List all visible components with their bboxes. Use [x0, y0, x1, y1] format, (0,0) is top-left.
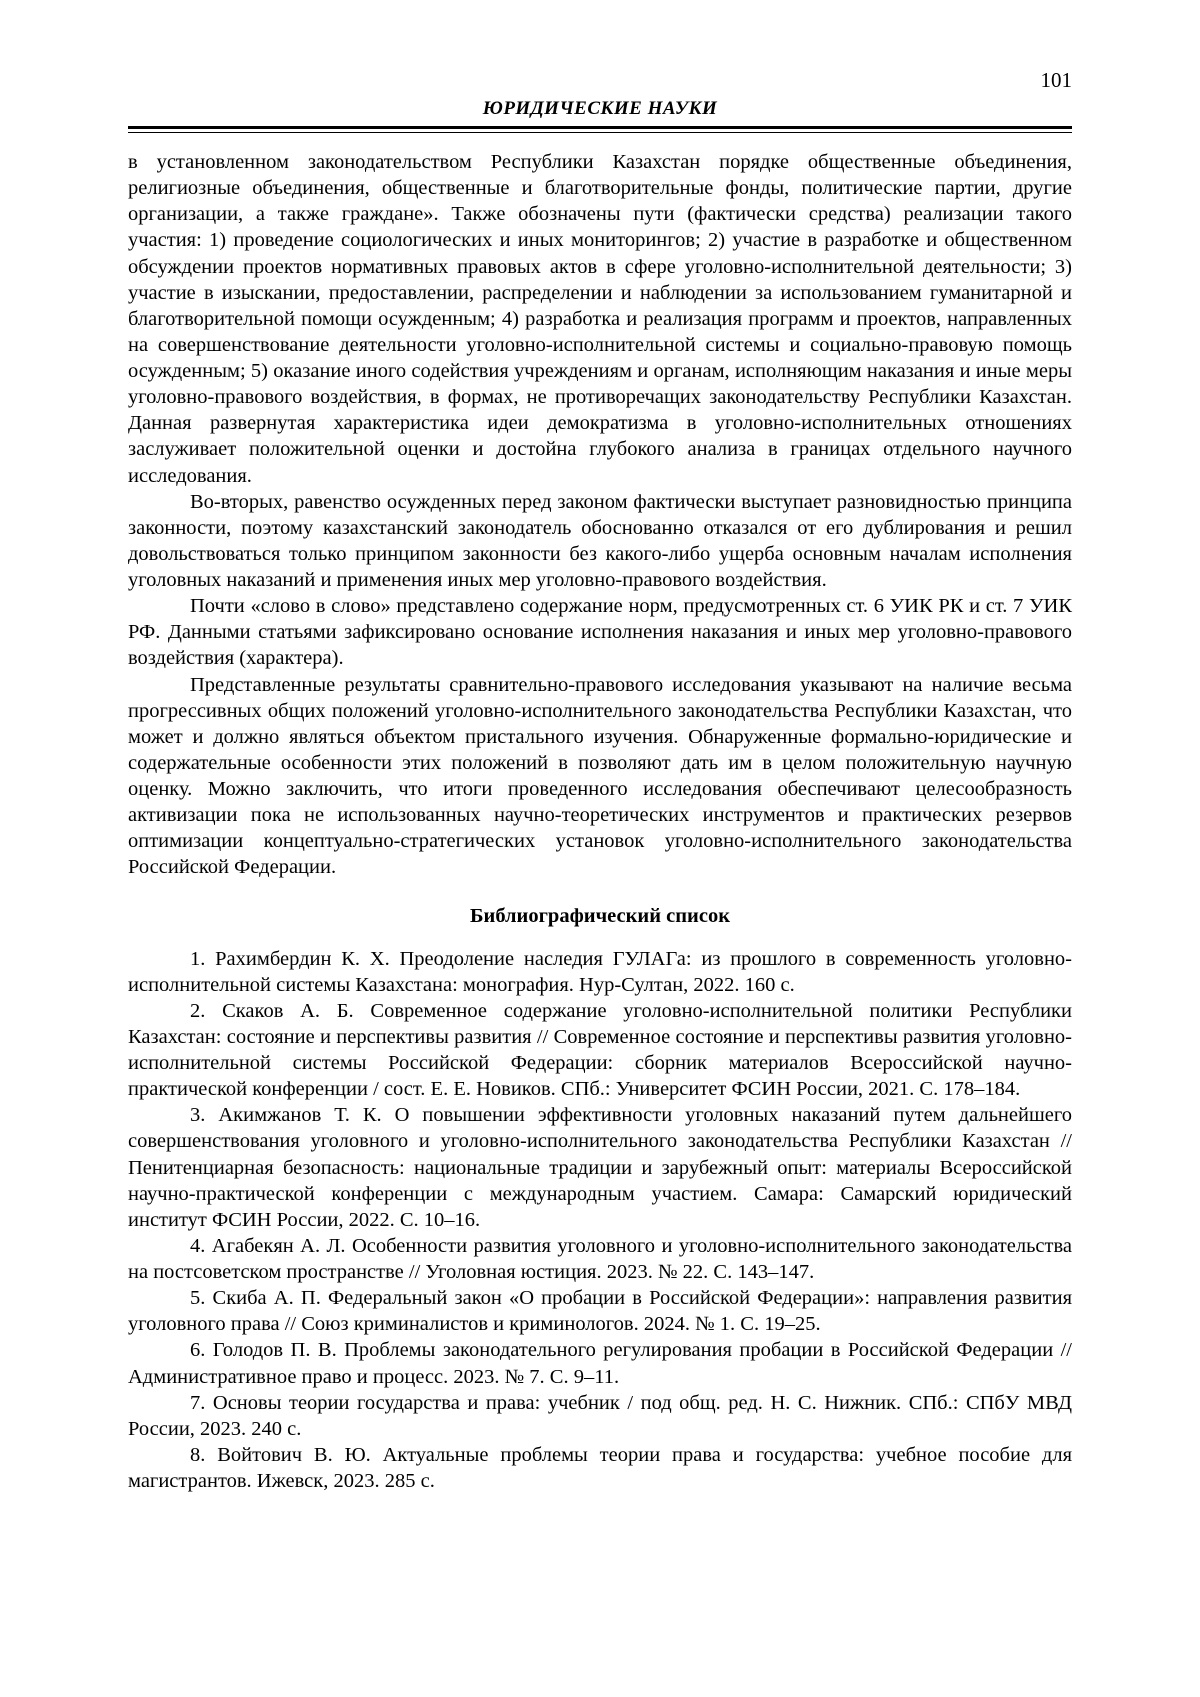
list-item: 8. Войтович В. Ю. Актуальные проблемы теории права и государства: учебное пособие для магистрантов. Ижевск, 2023. 285 с.: [128, 1443, 1072, 1492]
list-item: 5. Скиба А. П. Федеральный закон «О пробации в Российской Федерации»: направления развития уголовного права // Союз криминалистов и криминологов. 2024. № 1. С. 19–25.: [128, 1287, 1072, 1336]
list-item: 2. Скаков А. Б. Современное содержание уголовно-исполнительной политики Республики Казахстан: состояние и перспективы развития // Современное состояние и перспективы развития уголовно-исполнительной системы Российской Федерации: сборник материалов Всероссийской научно-практической конференции / сост. Е. Е. Новиков. СПб.: Университет ФСИН России, 2021. С. 178–184.: [128, 999, 1072, 1101]
list-item: 6. Голодов П. В. Проблемы законодательного регулирования пробации в Российской Федерации // Административное право и процесс. 2023. № 7. С. 9–11.: [128, 1339, 1072, 1388]
bibliography-list: [128, 946, 1072, 1495]
header-rule: [128, 126, 1072, 133]
running-head: ЮРИДИЧЕСКИЕ НАУКИ: [482, 98, 718, 119]
body-paragraph-2: Во-вторых, равенство осужденных перед законом фактически выступает разновидностью принципа законности, поэтому казахстанский законодатель обоснованно отказался от его дублирования и решил довольствоваться только принципом законности без какого-либо ущерба основным началам исполнения уголовных наказаний и применения иных мер уголовно-правового воздействия.: [128, 490, 1072, 591]
list-item: 4. Агабекян А. Л. Особенности развития уголовного и уголовно-исполнительного законодательства на постсоветском пространстве // Уголовная юстиция. 2023. № 22. С. 143–147.: [128, 1234, 1072, 1283]
page-number: 101: [1040, 68, 1072, 92]
list-item: 1. Рахимбердин К. Х. Преодоление наследия ГУЛАГа: из прошлого в современность уголовно-исполнительной системы Казахстана: монография. Нур-Султан, 2022. 160 с.: [128, 947, 1072, 996]
bibliography-heading: Библиографический список: [469, 904, 731, 927]
body-paragraph-1: в установленном законодательством Республики Казахстан порядке общественные объединения, религиозные объединения, общественные и благотворительные фонды, политические партии, другие организации, а также граждане». Также обозначены пути (фактически средства) реализации такого участия: 1) проведение социологических и иных мониторингов; 2) участие в разработке и общественном обсуждении проектов нормативных правовых актов в сфере уголовно-исполнительной деятельности; 3) участие в изыскании, предоставлении, распределении и наблюдении за использованием гуманитарной и благотворительной помощи осужденным; 4) разработка и реализация программ и проектов, направленных на совершенствование деятельности уголовно-исполнительной системы и социально-правовую помощь осужденным; 5) оказание иного содействия учреждениям и органам, исполняющим наказания и иные меры уголовно-правового воздействия, в формах, не противоречащих законодательству Республики Казахстан. Данная развернутая характеристика идеи демократизма в уголовно-исполнительных отношениях заслуживает положительной оценки и достойна глубокого анализа в границах отдельного научного исследования.: [128, 151, 1072, 487]
body-paragraph-4: Представленные результаты сравнительно-правового исследования указывают на наличие весьма прогрессивных общих положений уголовно-исполнительного законодательства Республики Казахстан, что может и должно являться объектом пристального изучения. Обнаруженные формально-юридические и содержательные особенности этих положений в позволяют дать им в целом положительную научную оценку. Можно заключить, что итоги проведенного исследования обеспечивают целесообразность активизации пока не использованных научно-теоретических инструментов и практических резервов оптимизации концептуально-стратегических установок уголовно-исполнительного законодательства Российской Федерации.: [128, 673, 1072, 879]
list-item: 7. Основы теории государства и права: учебник / под общ. ред. Н. С. Нижник. СПб.: СПбУ МВД России, 2023. 240 с.: [128, 1391, 1072, 1440]
body-paragraph-3: Почти «слово в слово» представлено содержание норм, предусмотренных ст. 6 УИК РК и ст. 7 УИК РФ. Данными статьями зафиксировано основание исполнения наказания и иных мер уголовно-правового воздействия (характера).: [128, 595, 1072, 670]
list-item: 3. Акимжанов Т. К. О повышении эффективности уголовных наказаний путем дальнейшего совершенствования уголовного и уголовно-исполнительного законодательства Республики Казахстан // Пенитенциарная безопасность: национальные традиции и зарубежный опыт: материалы Всероссийской научно-практической конференции с международным участием. Самара: Самарский юридический институт ФСИН России, 2022. С. 10–16.: [128, 1104, 1072, 1231]
